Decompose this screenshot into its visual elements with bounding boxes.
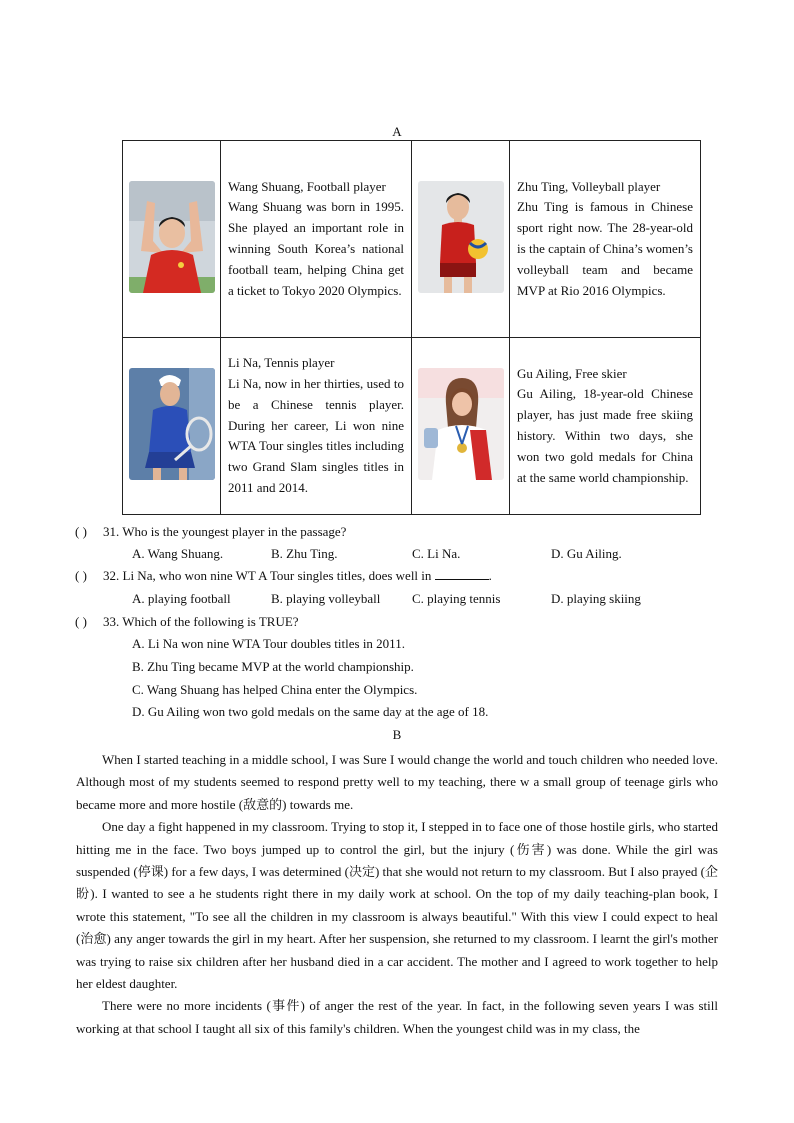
skier-photo [418, 368, 504, 480]
option-c: C. playing tennis [412, 591, 501, 606]
option-b: B. Zhu Ting became MVP at the world championship. [132, 659, 414, 674]
answer-blank[interactable]: ( ) [75, 568, 87, 583]
photo-cell-li-na [123, 338, 221, 515]
section-a-label: A [392, 124, 402, 139]
question-stem: 31. Who is the youngest player in the passage? [103, 524, 347, 539]
question-stem [103, 568, 492, 584]
question-stem-after: . [488, 568, 492, 583]
section-b-label: B [392, 727, 402, 742]
football-player-photo [129, 181, 215, 293]
option-a: A. Wang Shuang. [132, 546, 224, 561]
player-heading: Zhu Ting, Volleyball player [517, 178, 661, 194]
option-b: B. Zhu Ting. [271, 546, 338, 561]
option-b: B. playing volleyball [271, 591, 381, 606]
answer-blank[interactable]: ( ) [75, 524, 87, 539]
player-body: Wang Shuang was born in 1995. She played an important role in winning South Korea’s national football team, helping China get a ticket to Tokyo 2020 Olympics. [228, 199, 404, 298]
player-card-gu-ailing [510, 338, 701, 515]
player-card-zhu-ting [510, 141, 701, 338]
tennis-player-photo [129, 368, 215, 480]
player-heading: Li Na, Tennis player [228, 355, 335, 371]
option-a: A. playing football [132, 591, 231, 606]
player-heading: Wang Shuang, Football player [228, 178, 386, 194]
option-d: D. Gu Ailing. [551, 546, 622, 561]
players-table [122, 140, 701, 515]
photo-cell-wang-shuang [123, 141, 221, 338]
player-card-wang-shuang [221, 141, 412, 338]
player-body: Zhu Ting is famous in Chinese sport right now. The 28-year-old is the captain of China’s women’s volleyball team and became MVP at Rio 2016 Olympics. [517, 199, 693, 298]
passage-b [76, 749, 718, 1040]
option-c: C. Wang Shuang has helped China enter the Olympics. [132, 682, 418, 697]
question-stem-before: 32. Li Na, who won nine WT A Tour singles titles, does well in [103, 568, 435, 583]
player-heading: Gu Ailing, Free skier [517, 365, 627, 381]
answer-blank[interactable]: ( ) [75, 614, 87, 629]
passage-paragraph: One day a fight happened in my classroom. Trying to stop it, I stepped in to face one of those hostile girls, who started hitting me in the face. Two boys jumped up to control the girl, but the injury (伤害) was done. While the girl was suspended (停课) for a few days, I was determined (决定) that she would not return to my classroom. But I also prayed (企盼). I wanted to see a he students right there in my daily work at school. On the top of my daily teaching-plan book, I wrote this statement, "To see all the children in my classroom is always beautiful." With this view I could expect to heal (治愈) any anger towards the girl in my heart. After her suspension, she returned to my classroom. I learnt the girl's mother was trying to raise six children after her husband died in a car accident. The mother and I agreed to work together to help her eldest daughter. [76, 819, 718, 992]
passage-paragraph: There were no more incidents (事件) of anger the rest of the year. In fact, in the following seven years I was still working at that school I taught all six of this family's children. When the youngest child was in my class, the [76, 998, 718, 1036]
photo-cell-zhu-ting [412, 141, 510, 338]
option-d: D. playing skiing [551, 591, 641, 606]
option-c: C. Li Na. [412, 546, 461, 561]
option-a: A. Li Na won nine WTA Tour doubles titles in 2011. [132, 636, 405, 651]
player-body: Li Na, now in her thirties, used to be a Chinese tennis player. During her career, Li won nine WTA Tour singles titles including two Grand Slam singles titles in 2011 and 2014. [228, 376, 404, 495]
player-card-li-na [221, 338, 412, 515]
question-stem: 33. Which of the following is TRUE? [103, 614, 299, 629]
player-body: Gu Ailing, 18-year-old Chinese player, has just made free skiing history. Within two days, she won two gold medals for China at the same world championship. [517, 386, 693, 485]
passage-paragraph: When I started teaching in a middle school, I was Sure I would change the world and touch children who needed love. Although most of my students seemed to respond pretty well to my teaching, there w a small group of teenage girls who became more and more hostile (敌意的) towards me. [76, 752, 718, 812]
volleyball-player-photo [418, 181, 504, 293]
fill-blank[interactable] [435, 568, 489, 580]
option-d: D. Gu Ailing won two gold medals on the same day at the age of 18. [132, 704, 489, 719]
photo-cell-gu-ailing [412, 338, 510, 515]
